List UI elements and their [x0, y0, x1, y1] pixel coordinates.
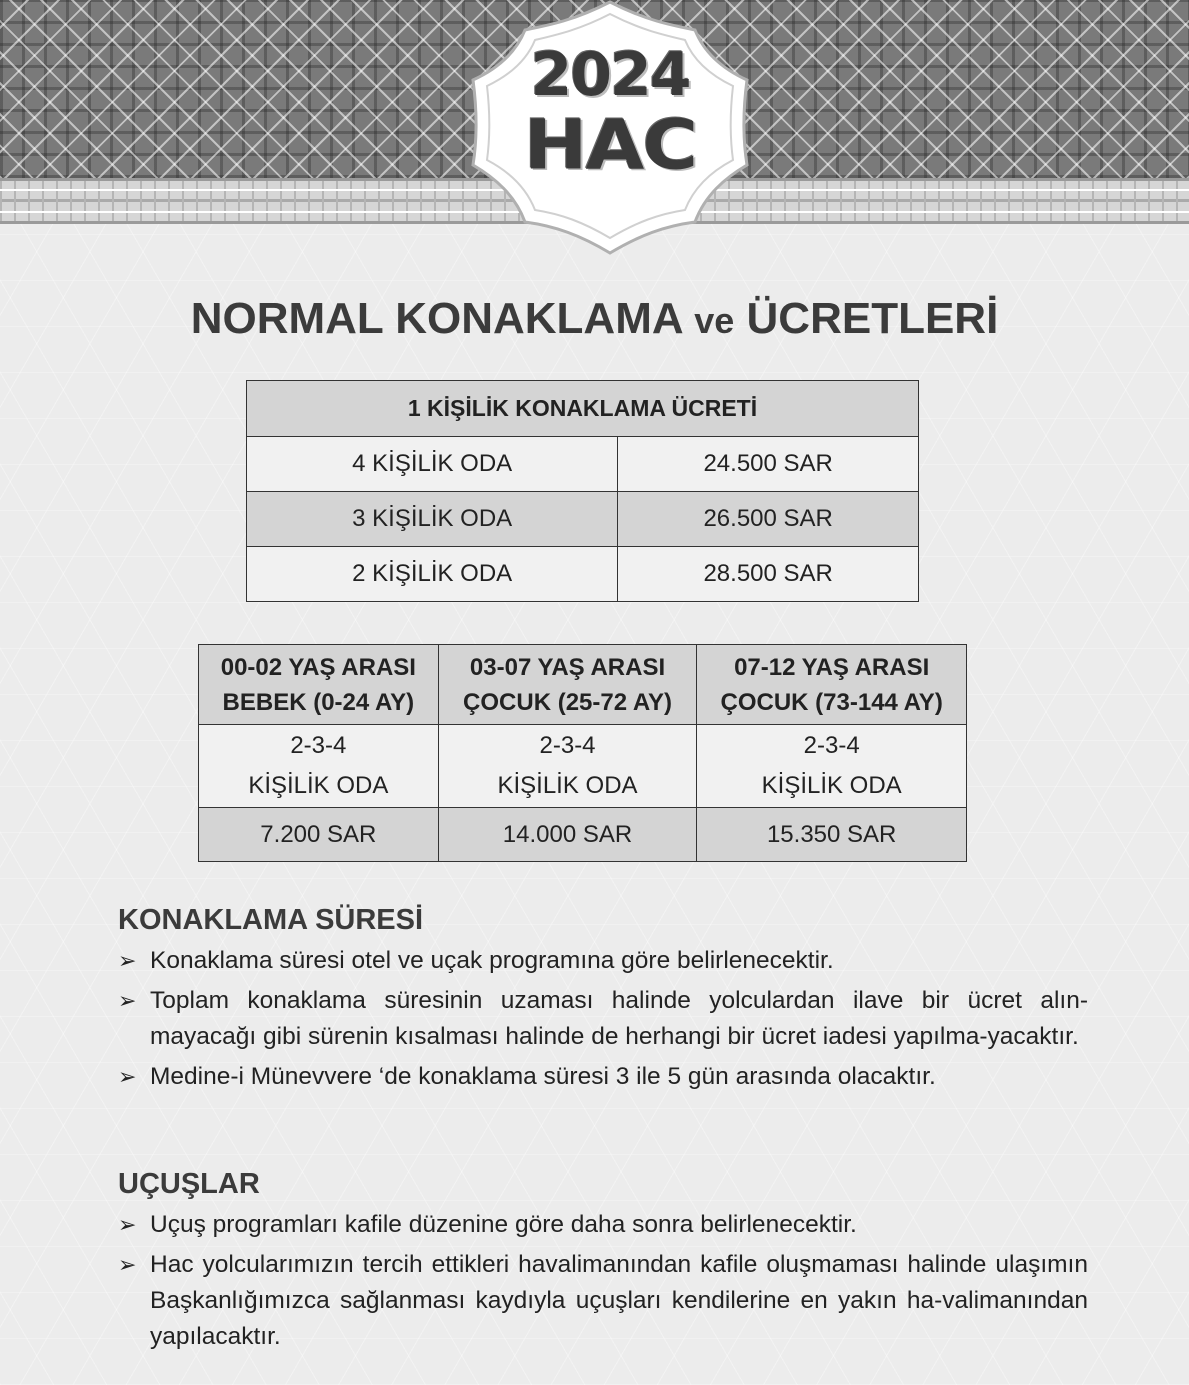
- room-options: 2-3-4 KİŞİLİK ODA: [199, 725, 439, 808]
- list-item: ➢ Uçuş programları kafile düzenine göre daha sonra belirlenecektir.: [118, 1207, 1088, 1243]
- room-type: 3 KİŞİLİK ODA: [247, 492, 618, 547]
- page-title: NORMAL KONAKLAMA ve ÜCRETLERİ: [190, 294, 999, 343]
- arrow-bullet-icon: ➢: [118, 948, 137, 973]
- list-item: ➢ Medine-i Münevvere ‘de konaklama süresi 3 ile 5 gün arasında olacaktır.: [118, 1059, 1088, 1095]
- column-header: 00-02 YAŞ ARASI BEBEK (0-24 AY): [199, 645, 439, 725]
- room-price: 28.500 SAR: [618, 547, 919, 602]
- table-row: [199, 725, 967, 808]
- arrow-bullet-icon: ➢: [118, 1252, 137, 1277]
- table-header: 1 KİŞİLİK KONAKLAMA ÜCRETİ: [247, 381, 919, 437]
- logo-medallion: [455, 0, 765, 255]
- logo-year: 2024: [530, 40, 690, 110]
- list-item: ➢ Konaklama süresi otel ve uçak programına göre belirlenecektir.: [118, 943, 1088, 979]
- table-row: [199, 808, 967, 862]
- accommodation-duration-section: [118, 904, 1088, 1099]
- room-options: 2-3-4 KİŞİLİK ODA: [697, 725, 967, 808]
- logo-word: HAC: [523, 104, 697, 185]
- room-options: 2-3-4 KİŞİLİK ODA: [438, 725, 697, 808]
- flights-section: [118, 1168, 1088, 1359]
- arrow-bullet-icon: ➢: [118, 1064, 137, 1089]
- price-cell: 15.350 SAR: [697, 808, 967, 862]
- arrow-bullet-icon: ➢: [118, 988, 137, 1013]
- arrow-bullet-icon: ➢: [118, 1212, 137, 1237]
- table-row: [247, 437, 919, 492]
- room-price: 24.500 SAR: [618, 437, 919, 492]
- price-cell: 7.200 SAR: [199, 808, 439, 862]
- column-header: 07-12 YAŞ ARASI ÇOCUK (73-144 AY): [697, 645, 967, 725]
- table-row: [247, 492, 919, 547]
- room-type: 2 KİŞİLİK ODA: [247, 547, 618, 602]
- section-title: KONAKLAMA SÜRESİ: [118, 904, 424, 936]
- price-cell: 14.000 SAR: [438, 808, 697, 862]
- list-item: ➢ Toplam konaklama süresinin uzaması halinde yolculardan ilave bir ücret alın-mayacağı gibi sürenin kısalması halinde de herhangi bir ücret iadesi yapılma-yacaktır.: [118, 983, 1088, 1055]
- section-title: UÇUŞLAR: [118, 1168, 260, 1200]
- room-price: 26.500 SAR: [618, 492, 919, 547]
- single-person-price-table: [246, 380, 919, 602]
- room-type: 4 KİŞİLİK ODA: [247, 437, 618, 492]
- table-row: [247, 547, 919, 602]
- list-item: ➢ Hac yolcularımızın tercih ettikleri havalimanından kafile oluşmaması halinde ulaşımın Başkanlığımızca sağlanması kaydıyla uçuşları kendilerine en yakın ha-valimanından yapılacaktır.: [118, 1247, 1088, 1355]
- column-header: 03-07 YAŞ ARASI ÇOCUK (25-72 AY): [438, 645, 697, 725]
- child-price-table: [198, 644, 967, 862]
